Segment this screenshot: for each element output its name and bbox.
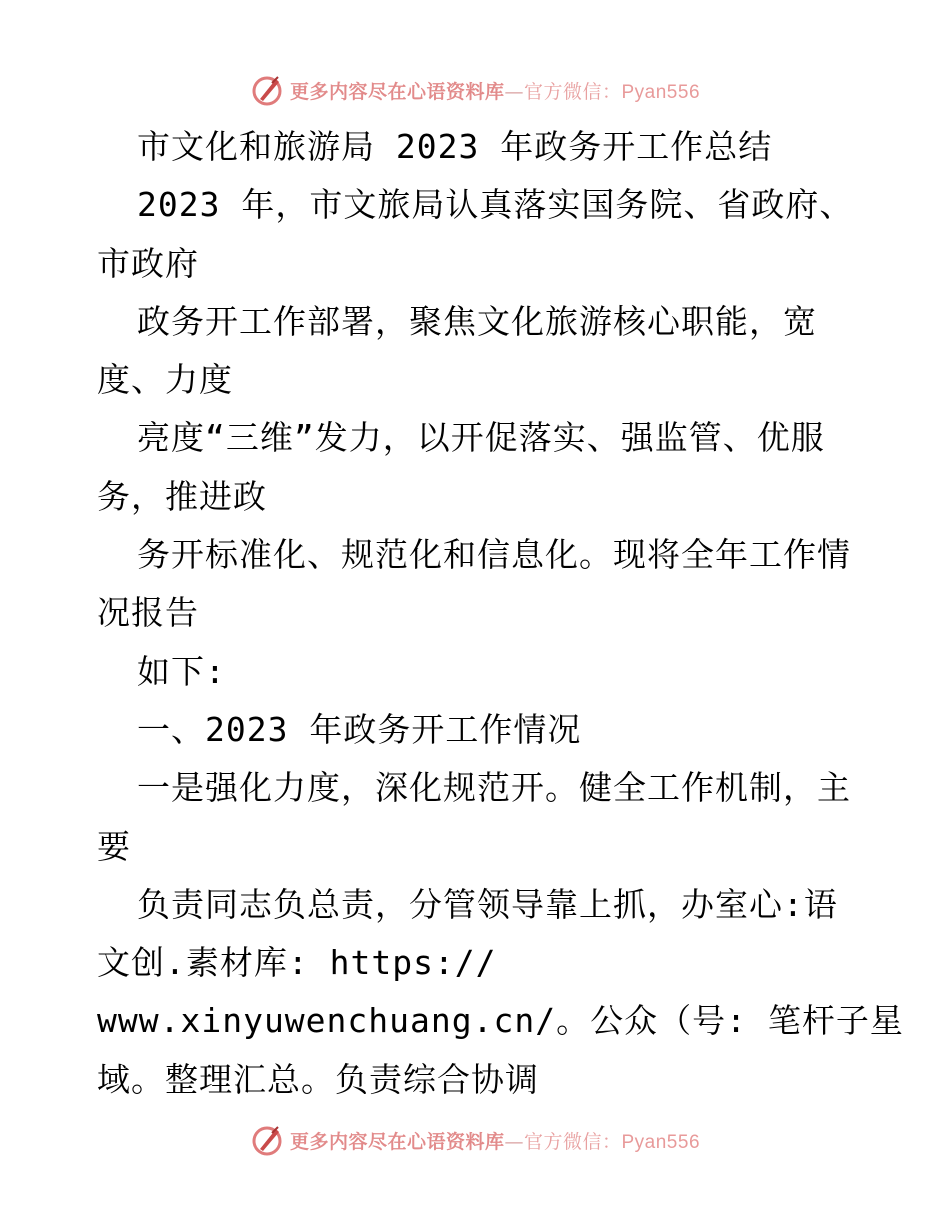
doc-title: 市文化和旅游局 2023 年政务开工作总结: [137, 127, 773, 166]
doc-line: 亮度“三维”发力，以开促落实、强监管、优服: [137, 418, 825, 458]
doc-section-heading: 一、2023 年政务开工作情况: [137, 709, 582, 749]
footer-watermark: [0, 1120, 950, 1160]
watermark-main: 更多内容尽在心语资料库: [289, 80, 505, 103]
doc-line: 务开标准化、规范化和信息化。现将全年工作情: [137, 535, 851, 575]
document-body: [97, 118, 904, 1109]
watermark-main: 更多内容尽在心语资料库: [289, 1130, 505, 1153]
quill-logo-icon: [250, 1123, 284, 1157]
doc-line: 2023 年，市文旅局认真落实国务院、省政府、: [137, 185, 854, 225]
watermark-text: [290, 77, 700, 104]
watermark-handle: Pyan556: [621, 81, 701, 103]
watermark-wechat-label: 官方微信：: [523, 80, 622, 103]
watermark-dash: —: [504, 1130, 524, 1153]
watermark-dash: —: [504, 80, 524, 103]
doc-line: www.xinyuwenchuang.cn/。公众（号: 笔杆子星: [97, 1001, 904, 1041]
doc-line: 市政府: [97, 243, 199, 283]
doc-line: 一是强化力度，深化规范开。健全工作机制，主: [137, 768, 851, 808]
doc-line: 要: [97, 826, 131, 866]
doc-line: 政务开工作部署，聚焦文化旅游核心职能，宽: [137, 301, 817, 341]
doc-line: 域。整理汇总。负责综合协调: [97, 1059, 539, 1099]
doc-line: 务，推进政: [97, 476, 267, 516]
doc-line: 况报告: [97, 593, 199, 633]
watermark: [250, 1123, 700, 1157]
doc-line: 文创.素材库: https://: [97, 943, 497, 983]
doc-line: 如下:: [137, 651, 226, 691]
watermark-text: [290, 1127, 700, 1154]
watermark-wechat-label: 官方微信：: [523, 1130, 622, 1153]
doc-line: 度、力度: [97, 360, 233, 400]
quill-logo-icon: [250, 73, 284, 107]
watermark-handle: Pyan556: [621, 1131, 701, 1153]
watermark: [250, 73, 700, 107]
header-watermark: [0, 70, 950, 110]
doc-line: 负责同志负总责，分管领导靠上抓，办室心:语: [137, 884, 838, 924]
